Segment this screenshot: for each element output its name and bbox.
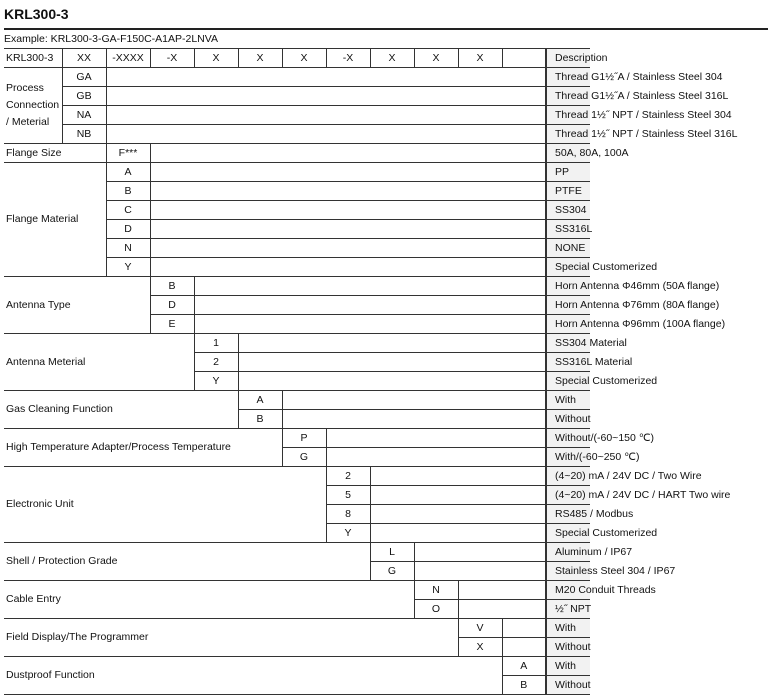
blank-cell [502, 638, 546, 657]
option-description: Without [546, 676, 590, 695]
option-code: B [150, 277, 194, 296]
blank-cell [326, 448, 546, 467]
page-title: KRL300-3 [4, 6, 69, 22]
option-code: Y [326, 524, 370, 543]
blank-cell [238, 334, 546, 353]
option-row [4, 543, 768, 562]
option-description: With [546, 391, 590, 410]
option-code: Y [194, 372, 238, 391]
option-description: Without [546, 410, 590, 429]
header-code-cell: X [194, 49, 238, 68]
option-row [4, 87, 768, 106]
header-code-cell: -XXXX [106, 49, 150, 68]
option-description: Without/(-60~150 ℃) [546, 429, 590, 448]
option-code: A [502, 657, 546, 676]
option-code: 5 [326, 486, 370, 505]
option-row [4, 258, 768, 277]
option-description: PP [546, 163, 590, 182]
option-code: D [106, 220, 150, 239]
option-code: NB [62, 125, 106, 144]
blank-cell [194, 277, 546, 296]
option-code: GB [62, 87, 106, 106]
blank-cell [414, 543, 546, 562]
blank-cell [194, 296, 546, 315]
group-label: Electronic Unit [4, 467, 326, 543]
option-row [4, 239, 768, 258]
blank-cell [326, 429, 546, 448]
option-description: (4~20) mA / 24V DC / HART Two wire [546, 486, 590, 505]
header-code-cell: X [238, 49, 282, 68]
option-row [4, 125, 768, 144]
header-model-cell: KRL300-3 [4, 49, 62, 68]
option-row [4, 391, 768, 410]
blank-cell [238, 353, 546, 372]
header-code-cell: X [458, 49, 502, 68]
group-label: Antenna Type [4, 277, 150, 334]
option-code: Y [106, 258, 150, 277]
option-code: B [106, 182, 150, 201]
option-row [4, 619, 768, 638]
blank-cell [458, 600, 546, 619]
blank-cell [106, 68, 546, 87]
group-label: Flange Size [4, 144, 106, 163]
blank-cell [282, 410, 546, 429]
option-description: Thread 1½˝ NPT / Stainless Steel 304 [546, 106, 590, 125]
option-code: X [458, 638, 502, 657]
header-code-cell: X [414, 49, 458, 68]
blank-cell [370, 467, 546, 486]
option-code: 1 [194, 334, 238, 353]
option-code: GA [62, 68, 106, 87]
option-row [4, 334, 768, 353]
option-description: Special Customerized [546, 372, 590, 391]
blank-cell [370, 524, 546, 543]
option-row [4, 277, 768, 296]
option-code: D [150, 296, 194, 315]
option-code: F*** [106, 144, 150, 163]
option-description: Without [546, 638, 590, 657]
option-description: SS304 [546, 201, 590, 220]
option-description: Horn Antenna Φ46mm (50A flange) [546, 277, 590, 296]
title-rule [4, 28, 768, 30]
group-label: Gas Cleaning Function [4, 391, 238, 429]
option-description: Thread 1½˝ NPT / Stainless Steel 316L [546, 125, 590, 144]
option-description: Thread G1½˝A / Stainless Steel 304 [546, 68, 590, 87]
option-description: With [546, 657, 590, 676]
option-code: V [458, 619, 502, 638]
option-code: A [238, 391, 282, 410]
option-description: Special Customerized [546, 524, 590, 543]
blank-cell [106, 125, 546, 144]
header-code-cell [502, 49, 546, 68]
option-row [4, 467, 768, 486]
group-label: Shell / Protection Grade [4, 543, 370, 581]
blank-cell [282, 391, 546, 410]
header-code-cell: -X [150, 49, 194, 68]
header-description-cell: Description [546, 49, 590, 68]
selection-table-body [4, 49, 768, 695]
option-description: Aluminum / IP67 [546, 543, 590, 562]
option-code: G [282, 448, 326, 467]
group-label: Antenna Meterial [4, 334, 194, 391]
group-label: Field Display/The Programmer [4, 619, 458, 657]
option-code: N [414, 581, 458, 600]
blank-cell [150, 201, 546, 220]
option-description: SS316L Material [546, 353, 590, 372]
option-description: SS304 Material [546, 334, 590, 353]
option-description: Stainless Steel 304 / IP67 [546, 562, 590, 581]
option-code: 2 [194, 353, 238, 372]
option-code: L [370, 543, 414, 562]
option-description: (4~20) mA / 24V DC / Two Wire [546, 467, 590, 486]
group-label: Process Connection / Meterial [4, 68, 62, 144]
header-code-cell: XX [62, 49, 106, 68]
option-row [4, 429, 768, 448]
blank-cell [150, 239, 546, 258]
option-description: PTFE [546, 182, 590, 201]
option-description: SS316L [546, 220, 590, 239]
option-code: O [414, 600, 458, 619]
header-row [4, 49, 768, 68]
option-code: E [150, 315, 194, 334]
blank-cell [150, 258, 546, 277]
option-code: G [370, 562, 414, 581]
option-description: Horn Antenna Φ76mm (80A flange) [546, 296, 590, 315]
header-code-cell: -X [326, 49, 370, 68]
blank-cell [106, 106, 546, 125]
option-description: RS485 / Modbus [546, 505, 590, 524]
option-code: P [282, 429, 326, 448]
group-label: High Temperature Adapter/Process Temperature [4, 429, 282, 467]
option-description: ½˝ NPT [546, 600, 590, 619]
group-label: Flange Material [4, 163, 106, 277]
blank-cell [194, 315, 546, 334]
blank-cell [150, 144, 546, 163]
header-code-cell: X [282, 49, 326, 68]
blank-cell [414, 562, 546, 581]
option-code: B [238, 410, 282, 429]
option-row [4, 201, 768, 220]
option-row [4, 163, 768, 182]
option-code: N [106, 239, 150, 258]
option-description: NONE [546, 239, 590, 258]
option-description: Special Customerized [546, 258, 590, 277]
option-description: 50A, 80A, 100A [546, 144, 590, 163]
blank-cell [150, 163, 546, 182]
option-code: C [106, 201, 150, 220]
blank-cell [150, 220, 546, 239]
blank-cell [150, 182, 546, 201]
option-row [4, 220, 768, 239]
blank-cell [370, 505, 546, 524]
option-row [4, 182, 768, 201]
option-description: Thread G1½˝A / Stainless Steel 316L [546, 87, 590, 106]
option-description: With/(-60~250 ℃) [546, 448, 590, 467]
model-selection-table [4, 48, 768, 695]
option-code: 8 [326, 505, 370, 524]
option-row [4, 106, 768, 125]
blank-cell [502, 619, 546, 638]
option-description: Horn Antenna Φ96mm (100A flange) [546, 315, 590, 334]
group-label: Dustproof Function [4, 657, 502, 695]
blank-cell [458, 581, 546, 600]
group-label: Cable Entry [4, 581, 414, 619]
blank-cell [238, 372, 546, 391]
option-code: A [106, 163, 150, 182]
example-code: Example: KRL300-3-GA-F150C-A1AP-2LNVA [4, 33, 218, 45]
option-description: M20 Conduit Threads [546, 581, 590, 600]
header-code-cell: X [370, 49, 414, 68]
option-row [4, 144, 768, 163]
blank-cell [370, 486, 546, 505]
option-row [4, 68, 768, 87]
blank-cell [106, 87, 546, 106]
option-row [4, 581, 768, 600]
option-code: NA [62, 106, 106, 125]
option-code: 2 [326, 467, 370, 486]
option-row [4, 657, 768, 676]
option-description: With [546, 619, 590, 638]
option-code: B [502, 676, 546, 695]
